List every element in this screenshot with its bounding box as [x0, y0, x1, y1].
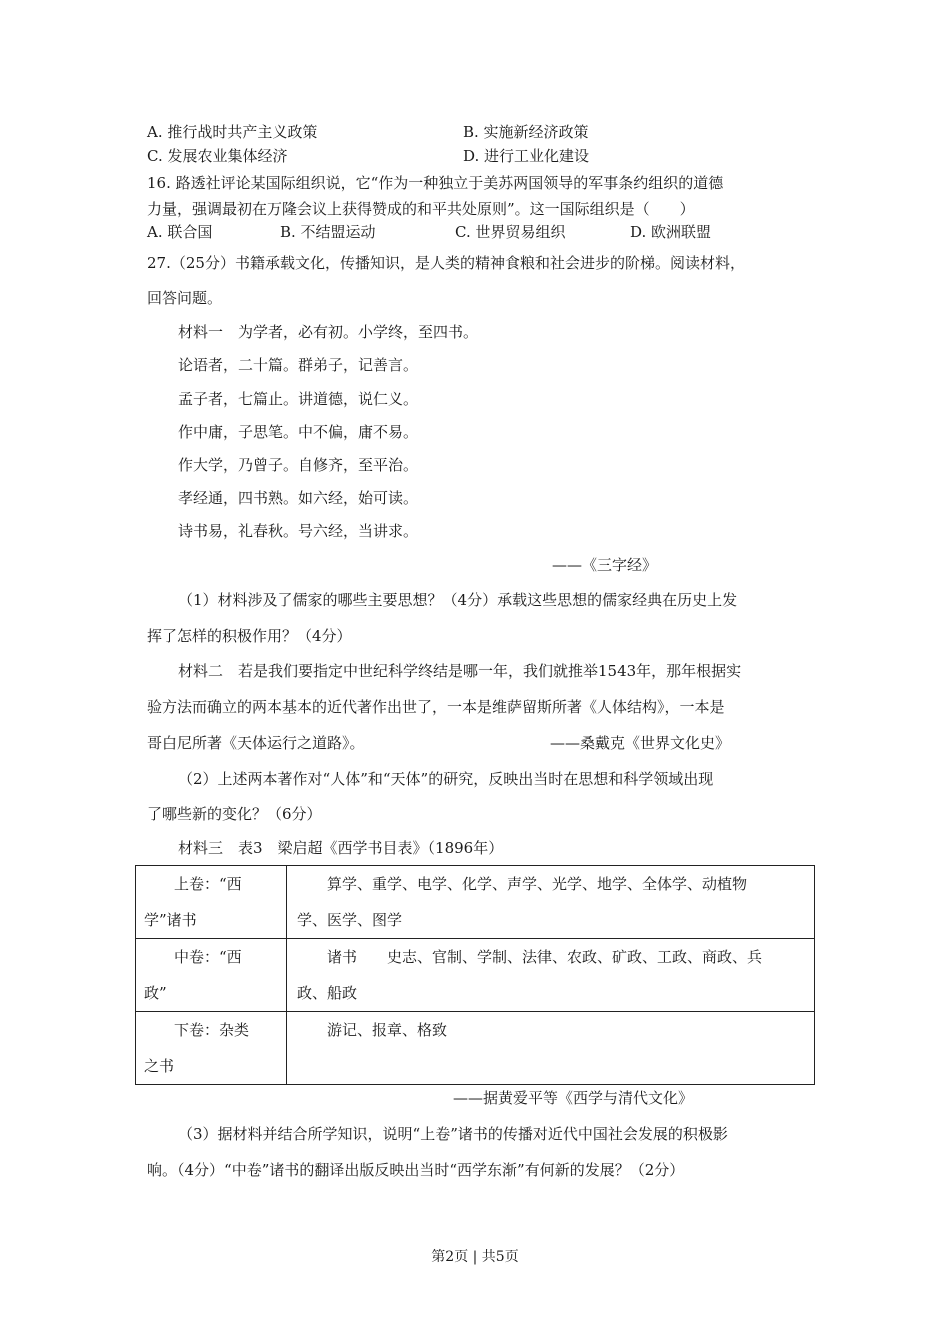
row3-label-line2: 之书	[144, 1057, 175, 1075]
row2-content-line1: 诸书 史志、官制、学制、法律、农政、矿政、工政、商政、兵	[327, 948, 763, 966]
q15-option-b: B. 实施新经济政策	[463, 123, 589, 141]
table-cell-content	[287, 866, 815, 939]
table-row	[136, 939, 815, 1012]
material1-line4: 作中庸，子思笔。中不偏，庸不易。	[178, 423, 419, 441]
material2-line2: 验方法而确立的两本基本的近代著作出世了，一本是维萨留斯所著《人体结构》，一本是	[147, 698, 725, 716]
table-cell-content	[287, 939, 815, 1012]
row1-label-line2: 学”诸书	[144, 911, 197, 929]
table-row	[136, 866, 815, 939]
material1-line2: 论语者，二十篇。群弟子，记善言。	[178, 356, 419, 374]
material2-line3: 哥白尼所著《天体运行之道路》。	[147, 734, 365, 752]
q15-option-d: D. 进行工业化建设	[463, 147, 590, 165]
material1-line7: 诗书易，礼春秋。号六经，当讲求。	[178, 522, 419, 540]
table-cell-label	[136, 1012, 287, 1085]
row2-label-line1: 中卷：“西	[174, 948, 242, 966]
western-books-table	[135, 865, 815, 1085]
subq1-line2: 挥了怎样的积极作用？（4分）	[147, 627, 352, 645]
table-cell-label	[136, 939, 287, 1012]
row2-label-line2: 政”	[144, 984, 167, 1002]
material1-line3: 孟子者，七篇止。讲道德，说仁义。	[178, 390, 419, 408]
subq2-line2: 了哪些新的变化？（6分）	[147, 805, 322, 823]
material1-line5: 作大学，乃曾子。自修齐，至平治。	[178, 456, 419, 474]
material1-line6: 孝经通，四书熟。如六经，始可读。	[178, 489, 419, 507]
q16-option-b: B. 不结盟运动	[280, 223, 376, 241]
subq1-line1: （1）材料涉及了儒家的哪些主要思想？（4分）承载这些思想的儒家经典在历史上发	[178, 591, 738, 609]
q16-option-d: D. 欧洲联盟	[630, 223, 712, 241]
q16-stem-line1: 16. 路透社评论某国际组织说，它“作为一种独立于美苏两国领导的军事条约组织的道德	[147, 174, 724, 192]
q15-option-c: C. 发展农业集体经济	[147, 147, 288, 165]
subq3-line2: 响。（4分）“中卷”诸书的翻译出版反映出当时“西学东渐”有何新的发展？（2分）	[147, 1161, 685, 1179]
material2-line1: 材料二 若是我们要指定中世纪科学终结是哪一年，我们就推举1543年，那年根据实	[178, 662, 742, 680]
row3-content-line2	[297, 1048, 806, 1084]
material2-source: ——桑戴克《世界文化史》	[550, 734, 731, 752]
row1-content-line2: 学、医学、图学	[297, 911, 403, 929]
q16-option-a: A. 联合国	[147, 223, 213, 241]
row2-content-line2: 政、船政	[297, 984, 358, 1002]
material1-line1: 材料一 为学者，必有初。小学终，至四书。	[178, 323, 479, 341]
material1-source: ——《三字经》	[552, 556, 658, 574]
q27-intro-line1: 27.（25分）书籍承载文化，传播知识，是人类的精神食粮和社会进步的阶梯。阅读材料，	[147, 254, 745, 272]
material3-title: 材料三 表3 梁启超《西学书目表》（1896年）	[178, 839, 504, 857]
q16-option-c: C. 世界贸易组织	[455, 223, 566, 241]
table-cell-label	[136, 866, 287, 939]
subq2-line1: （2）上述两本著作对“人体”和“天体”的研究，反映出当时在思想和科学领域出现	[178, 770, 714, 788]
material3-source: ——据黄爱平等《西学与清代文化》	[453, 1089, 694, 1107]
row1-content-line1: 算学、重学、电学、化学、声学、光学、地学、全体学、动植物	[327, 875, 748, 893]
subq3-line1: （3）据材料并结合所学知识，说明“上卷”诸书的传播对近代中国社会发展的积极影	[178, 1125, 728, 1143]
q16-stem-line2: 力量，强调最初在万隆会议上获得赞成的和平共处原则”。这一国际组织是（ ）	[147, 200, 695, 218]
page-footer: 第2页 | 共5页	[431, 1249, 519, 1265]
table-cell-content	[287, 1012, 815, 1085]
row1-label-line1: 上卷：“西	[174, 875, 242, 893]
row3-content-line1: 游记、报章、格致	[327, 1021, 448, 1039]
table-row	[136, 1012, 815, 1085]
row3-label-line1: 下卷：杂类	[174, 1021, 250, 1039]
q15-option-a: A. 推行战时共产主义政策	[147, 123, 318, 141]
q27-intro-line2: 回答问题。	[147, 289, 223, 307]
